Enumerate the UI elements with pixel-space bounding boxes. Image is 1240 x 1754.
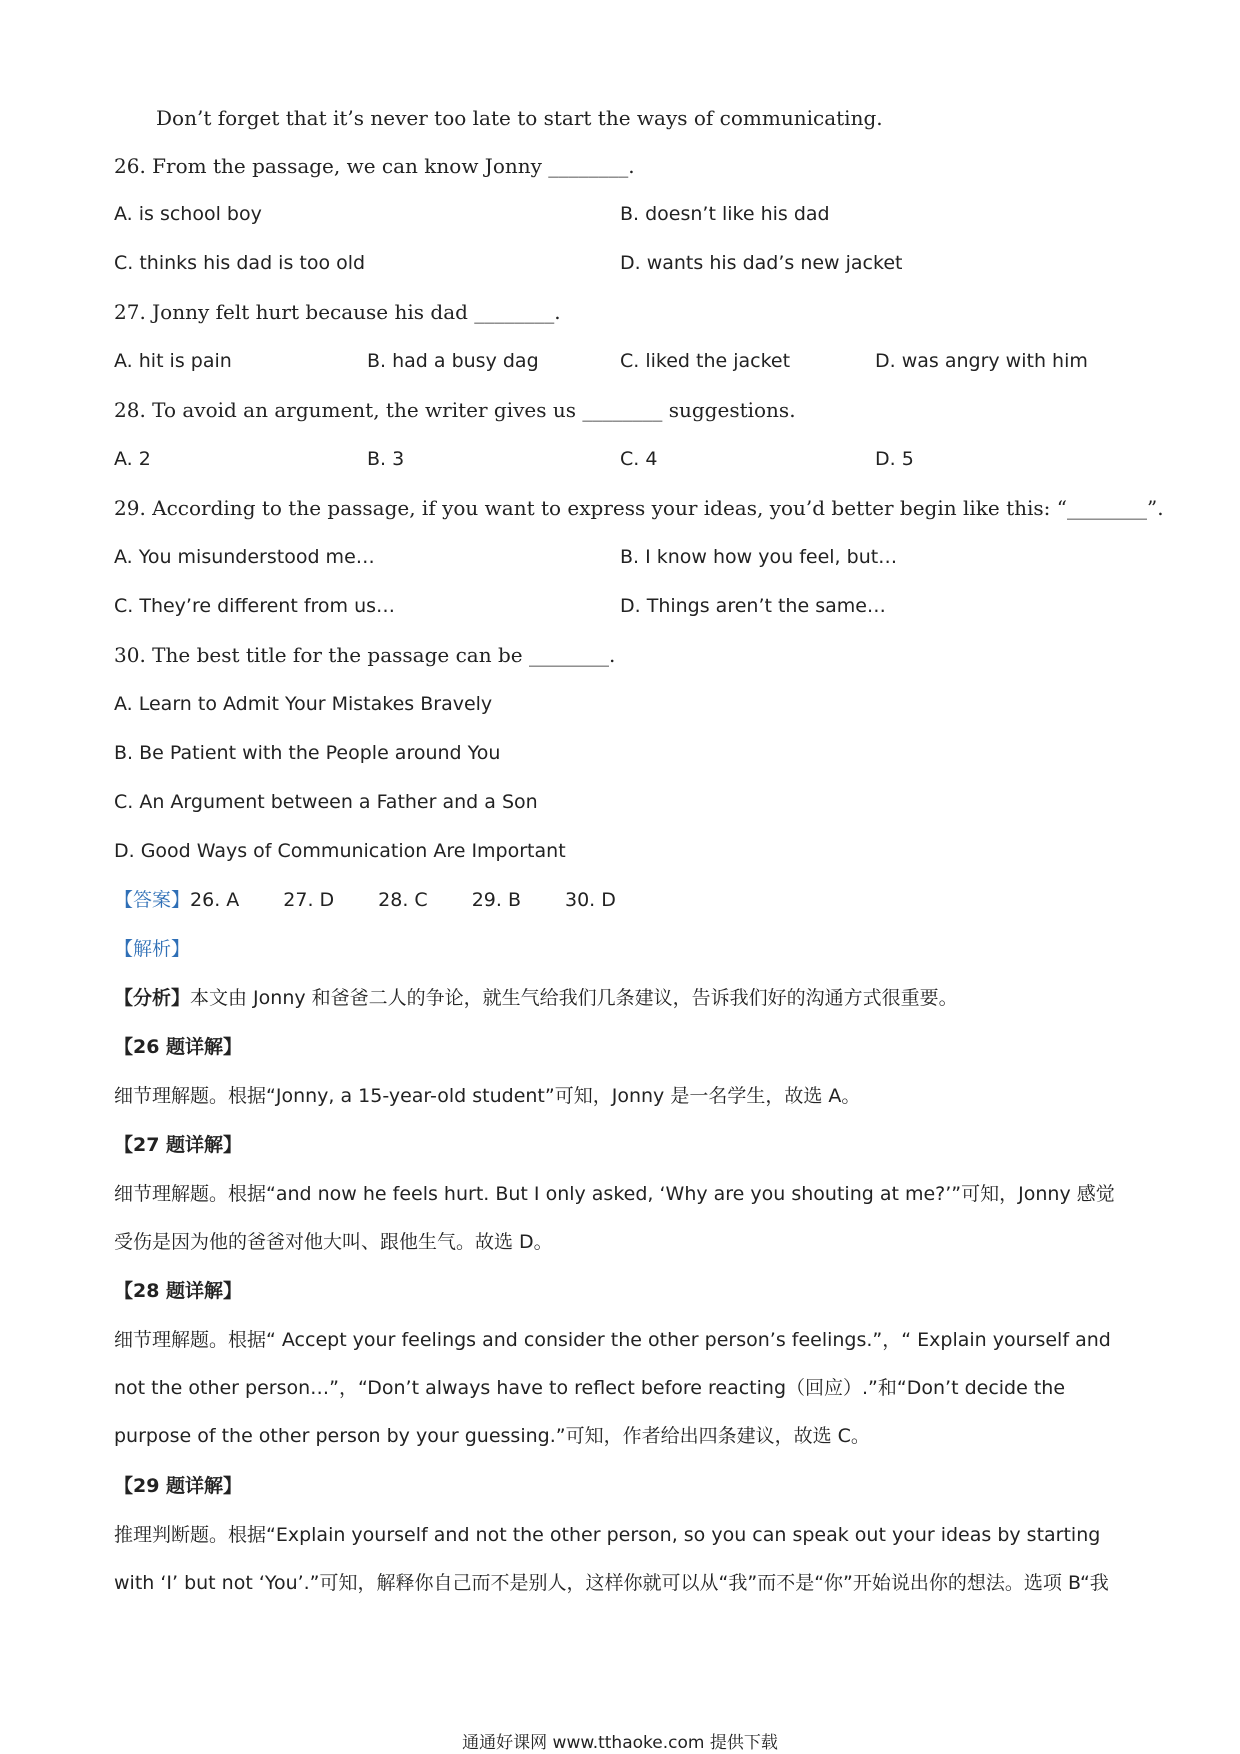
question-27-option-b: B. had a busy dag: [367, 350, 539, 372]
question-26-option-a: A. is school boy: [114, 203, 262, 225]
detail-27-text: 细节理解题。根据“and now he feels hurt. But I only asked, ‘Why are you shouting at me?’”可知，Jonny 感觉受伤是因为他的爸爸对他大叫、跟他生气。故选 D。: [114, 1183, 1115, 1253]
summary: [114, 984, 958, 1012]
detail-29-label: 【29 题详解】: [114, 1475, 243, 1497]
answer-item: 26. A: [190, 889, 240, 911]
intro-line: Don’t forget that it’s never too late to start the ways of communicating.: [156, 106, 883, 130]
question-30-option-c: C. An Argument between a Father and a Son: [114, 791, 538, 813]
question-28-option-b: B. 3: [367, 448, 405, 470]
answer-item: 27. D: [283, 889, 335, 911]
detail-28-label: 【28 题详解】: [114, 1280, 243, 1302]
question-28-option-d: D. 5: [875, 448, 914, 470]
detail-27-label: 【27 题详解】: [114, 1134, 243, 1156]
question-26-option-b: B. doesn’t like his dad: [620, 203, 830, 225]
question-29-option-d: D. Things aren’t the same…: [620, 595, 886, 617]
question-27-option-d: D. was angry with him: [875, 350, 1088, 372]
detail-29-text: 推理判断题。根据“Explain yourself and not the other person, so you can speak out your ideas by starting with ‘I’ but not ‘You’.”可知，解释你自己而不是别人，这样你就可以从“我”而不是“你”开始说出你的想法。选项 B“我: [114, 1524, 1109, 1594]
answer-label: 【答案】: [114, 889, 191, 911]
question-26-stem: 26. From the passage, we can know Jonny ________.: [114, 154, 635, 178]
question-28-option-a: A. 2: [114, 448, 151, 470]
summary-text: 本文由 Jonny 和爸爸二人的争论，就生气给我们几条建议，告诉我们好的沟通方式很重要。: [190, 987, 958, 1009]
question-30-option-a: A. Learn to Admit Your Mistakes Bravely: [114, 693, 493, 715]
page-footer: 通通好课网 www.tthaoke.com 提供下载: [462, 1733, 778, 1753]
question-30-option-b: B. Be Patient with the People around You: [114, 742, 501, 764]
detail-26-label: 【26 题详解】: [114, 1036, 243, 1058]
summary-label: 【分析】: [114, 987, 191, 1009]
answer-item: 30. D: [565, 889, 616, 911]
question-29-option-a: A. You misunderstood me…: [114, 546, 375, 568]
question-29-option-c: C. They’re different from us…: [114, 595, 396, 617]
question-27-option-a: A. hit is pain: [114, 350, 232, 372]
question-30-option-d: D. Good Ways of Communication Are Important: [114, 840, 566, 862]
question-26-option-c: C. thinks his dad is too old: [114, 252, 366, 274]
question-28-option-c: C. 4: [620, 448, 658, 470]
question-26-option-d: D. wants his dad’s new jacket: [620, 252, 903, 274]
answer-row: [114, 886, 616, 914]
question-29-stem: 29. According to the passage, if you want to express your ideas, you’d better begin like this: “________”.: [114, 496, 1164, 520]
question-29-option-b: B. I know how you feel, but…: [620, 546, 898, 568]
question-30-stem: 30. The best title for the passage can be ________.: [114, 643, 616, 667]
question-28-stem: 28. To avoid an argument, the writer gives us ________ suggestions.: [114, 398, 796, 422]
detail-28-text: 细节理解题。根据“ Accept your feelings and consider the other person’s feelings.”，“ Explain yourself and not the other person…”，“Don’t always have to reflect before reacting（回应）.”和“Don’t decide the purpose of the other person by your guessing.”可知，作者给出四条建议，故选 C。: [114, 1329, 1111, 1447]
detail-26-text: 细节理解题。根据“Jonny, a 15-year-old student”可知，Jonny 是一名学生，故选 A。: [114, 1085, 861, 1107]
answer-item: 28. C: [378, 889, 428, 911]
answer-item: 29. B: [471, 889, 521, 911]
analysis-label: 【解析】: [114, 938, 191, 960]
question-27-option-c: C. liked the jacket: [620, 350, 791, 372]
question-27-stem: 27. Jonny felt hurt because his dad ________.: [114, 300, 561, 324]
